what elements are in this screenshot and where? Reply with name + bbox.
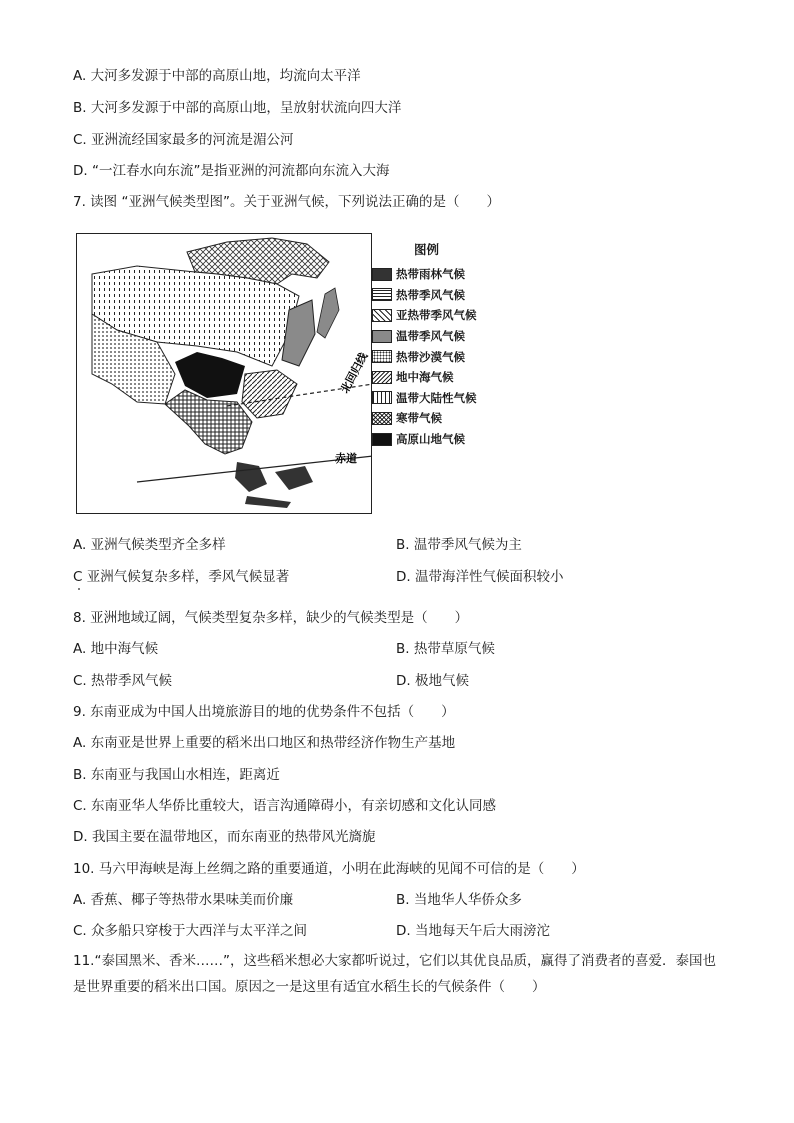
q7-option-b: B. 温带季风气候为主	[396, 537, 522, 553]
legend-swatch	[372, 433, 392, 446]
q6-option-b: B. 大河多发源于中部的高原山地，呈放射状流向四大洋	[73, 100, 402, 116]
q8-option-c: C. 热带季风气候	[73, 673, 173, 689]
equator-label: 赤道	[335, 452, 357, 465]
legend-item	[372, 285, 522, 306]
q8-option-b: B. 热带草原气候	[396, 641, 495, 657]
legend-swatch	[372, 309, 392, 322]
map-legend	[372, 240, 522, 449]
q7-option-c: C 亚洲气候复杂多样，季风气候显著	[73, 569, 290, 585]
q8-stem: 8. 亚洲地域辽阔，气候类型复杂多样，缺少的气候类型是（ ）	[73, 610, 469, 626]
asia-climate-map-drawing	[77, 234, 372, 514]
legend-label: 温带季风气候	[396, 329, 465, 344]
legend-title: 图例	[414, 242, 440, 257]
q7-option-a: A. 亚洲气候类型齐全多样	[73, 537, 226, 553]
scan-speck	[78, 588, 80, 590]
q9-option-b: B. 东南亚与我国山水相连，距离近	[73, 767, 280, 783]
legend-label: 寒带气候	[396, 411, 442, 426]
q9-option-a: A. 东南亚是世界上重要的稻米出口地区和热带经济作物生产基地	[73, 735, 456, 751]
legend-item	[372, 367, 522, 388]
q10-option-a: A. 香蕉、椰子等热带水果味美而价廉	[73, 892, 294, 908]
legend-swatch	[372, 268, 392, 281]
legend-item	[372, 408, 522, 429]
tropic-of-cancer-label: 北回归线	[338, 350, 371, 396]
q10-stem: 10. 马六甲海峡是海上丝绸之路的重要通道，小明在此海峡的见闻不可信的是（ ）	[73, 861, 585, 877]
legend-label: 热带雨林气候	[396, 267, 465, 282]
q9-option-d: D. 我国主要在温带地区，而东南亚的热带风光旖旎	[73, 829, 376, 845]
q9-option-c: C. 东南亚华人华侨比重较大，语言沟通障碍小，有亲切感和文化认同感	[73, 798, 497, 814]
legend-item	[372, 388, 522, 409]
legend-item	[372, 429, 522, 450]
legend-item	[372, 305, 522, 326]
legend-swatch	[372, 350, 392, 363]
q8-option-a: A. 地中海气候	[73, 641, 159, 657]
legend-label: 高原山地气候	[396, 432, 465, 447]
legend-swatch	[372, 412, 392, 425]
asia-climate-map	[76, 233, 372, 514]
q6-option-d: D. “一江春水向东流”是指亚洲的河流都向东流入大海	[73, 163, 390, 179]
q10-option-c: C. 众多船只穿梭于大西洋与太平洋之间	[73, 923, 308, 939]
q10-option-b: B. 当地华人华侨众多	[396, 892, 522, 908]
q7-option-d: D. 温带海洋性气候面积较小	[396, 569, 564, 585]
legend-swatch	[372, 391, 392, 404]
legend-label: 温带大陆性气候	[396, 390, 477, 405]
q6-option-c: C. 亚洲流经国家最多的河流是湄公河	[73, 132, 294, 148]
q10-option-d: D. 当地每天午后大雨滂沱	[396, 923, 550, 939]
legend-swatch	[372, 288, 392, 301]
q8-option-d: D. 极地气候	[396, 673, 469, 689]
q6-option-a: A. 大河多发源于中部的高原山地，均流向太平洋	[73, 68, 361, 84]
legend-label: 地中海气候	[396, 370, 454, 385]
legend-label: 热带沙漠气候	[396, 349, 465, 364]
legend-item	[372, 264, 522, 285]
legend-item	[372, 346, 522, 367]
legend-label: 热带季风气候	[396, 287, 465, 302]
legend-label: 亚热带季风气候	[396, 308, 477, 323]
q7-stem: 7. 读图 “亚洲气候类型图”。关于亚洲气候，下列说法正确的是（ ）	[73, 194, 500, 210]
q11-stem: 11.“泰国黑米、香米……”，这些稻米想必大家都听说过，它们以其优良品质，赢得了消费者的喜爱．泰国也是世界重要的稻米出口国。原因之一是这里有适宜水稻生长的气候条件（ ）	[73, 953, 716, 995]
legend-item	[372, 326, 522, 347]
legend-swatch	[372, 330, 392, 343]
q9-stem: 9. 东南亚成为中国人出境旅游目的地的优势条件不包括（ ）	[73, 704, 455, 720]
legend-swatch	[372, 371, 392, 384]
